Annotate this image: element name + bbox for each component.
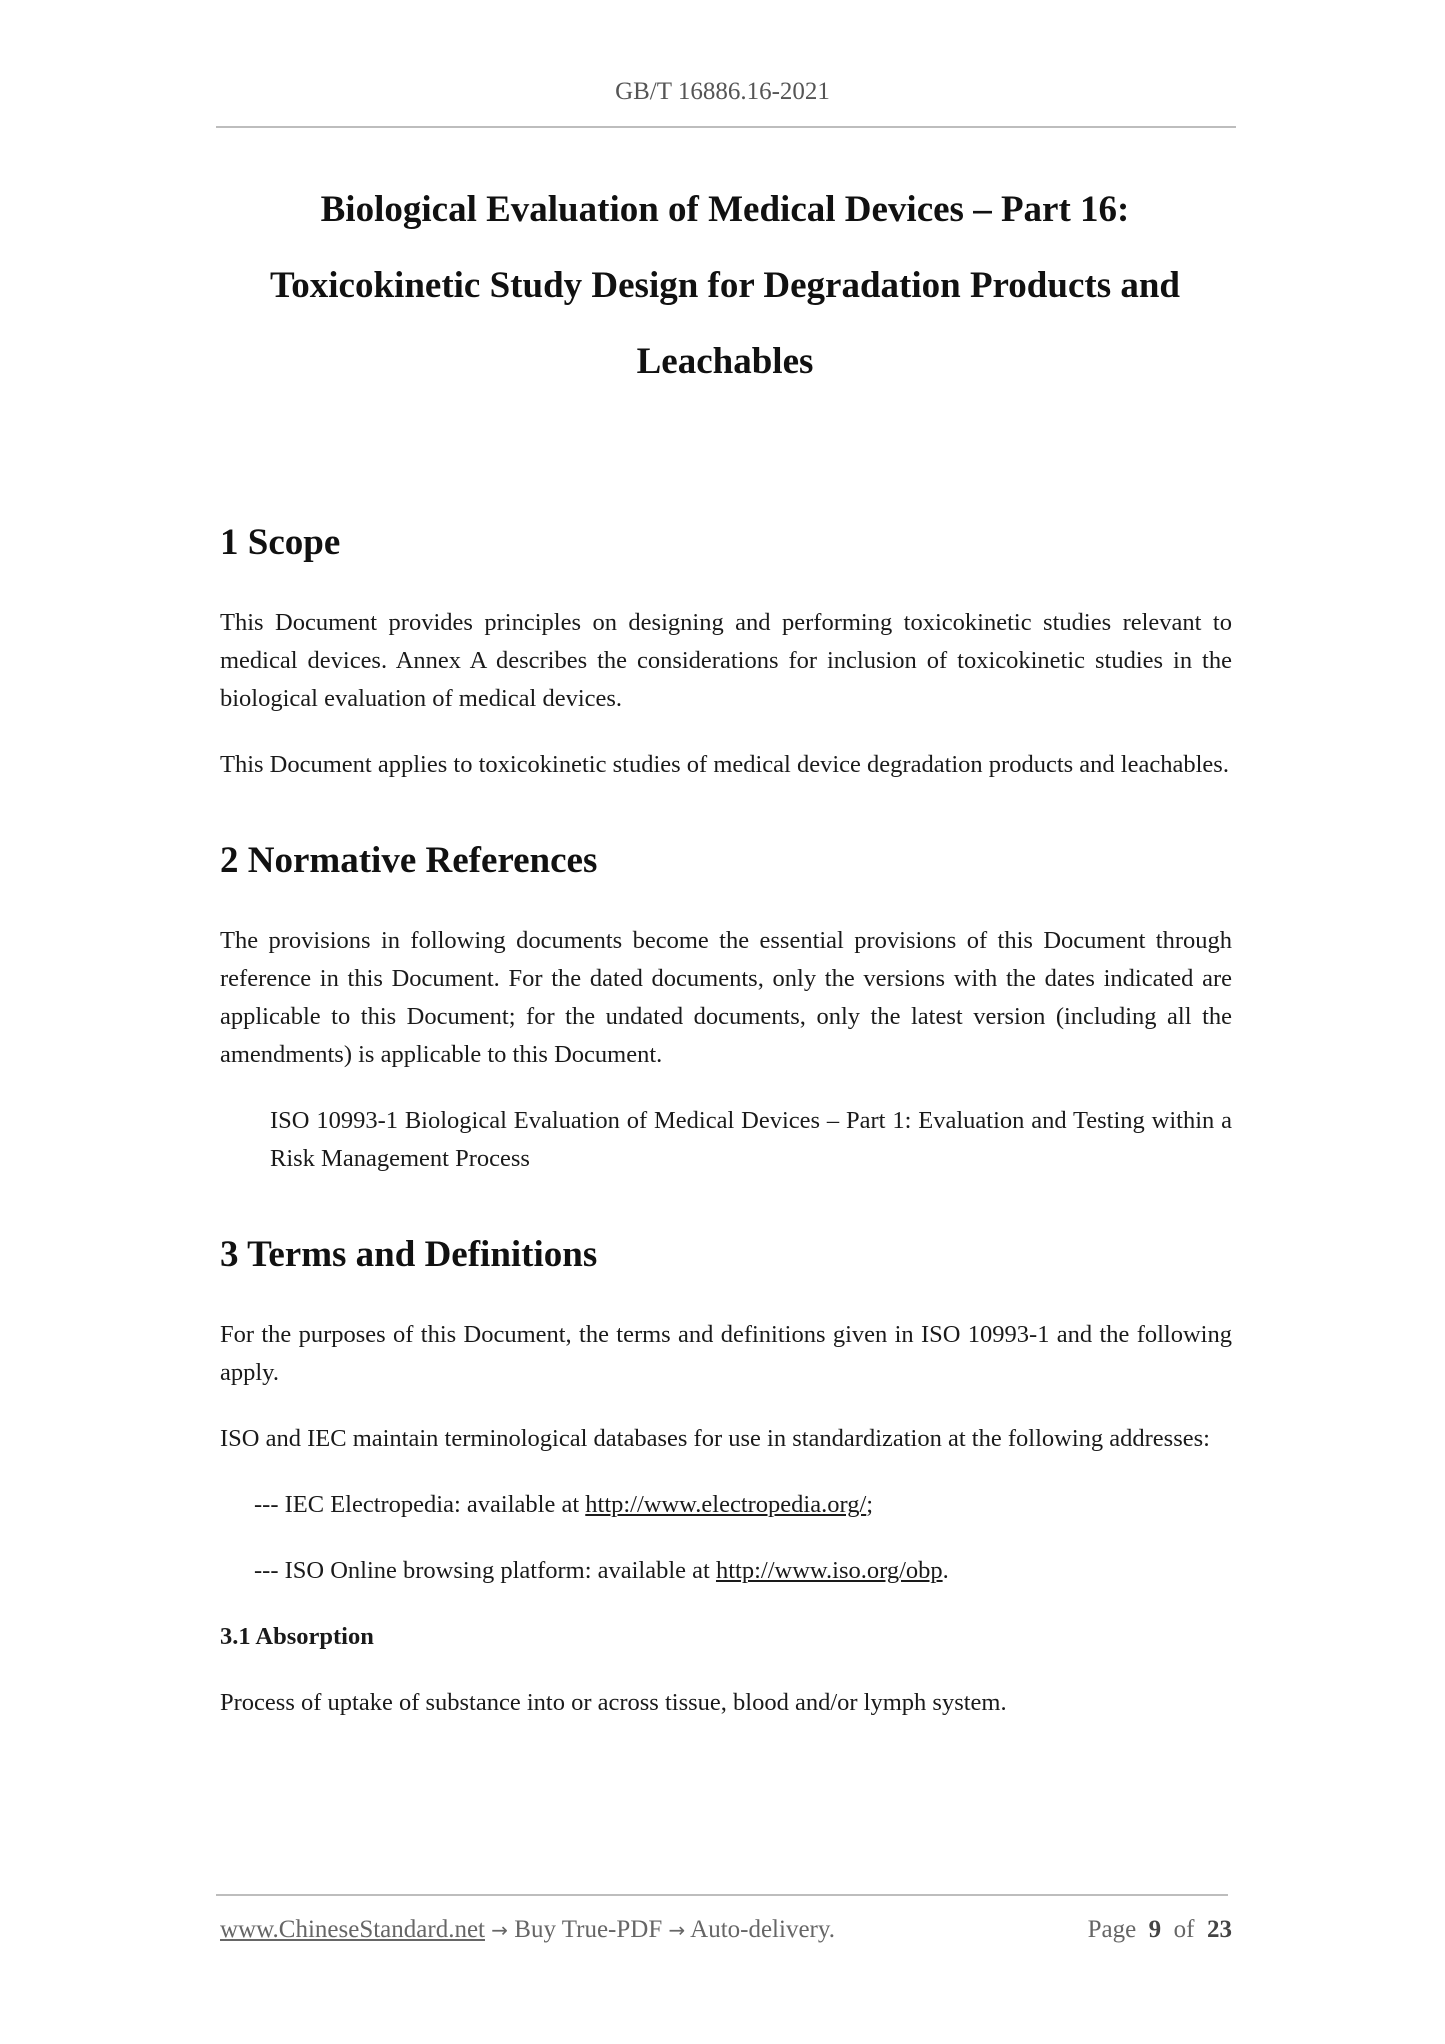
page-label: Page bbox=[1087, 1916, 1137, 1943]
bullet-suffix: ; bbox=[866, 1491, 874, 1518]
footer-promo bbox=[220, 1912, 835, 1948]
page-total: 23 bbox=[1207, 1916, 1232, 1943]
title-line-1: Biological Evaluation of Medical Devices – Part 16: bbox=[320, 189, 1130, 230]
document-title bbox=[220, 172, 1230, 400]
scope-paragraph-2: This Document applies to toxicokinetic studies of medical device degradation products and leachables. bbox=[220, 751, 1229, 778]
page-number: 9 bbox=[1148, 1916, 1162, 1943]
terms-bullet-electropedia bbox=[254, 1486, 1232, 1524]
header-divider bbox=[216, 126, 1236, 128]
footer-buy-text: Buy True-PDF bbox=[514, 1916, 663, 1943]
terms-bullet-iso-obp bbox=[254, 1552, 1232, 1590]
subsection-heading-absorption: 3.1 Absorption bbox=[220, 1623, 374, 1650]
bullet-suffix: . bbox=[942, 1557, 949, 1584]
arrow-right-icon: → bbox=[668, 1918, 686, 1942]
scope-paragraph-1: This Document provides principles on designing and performing toxicokinetic studies relevant to medical devices. Annex A describes the considerations for inclusion of toxicokinetic studies in the biological evaluation of medical devices. bbox=[220, 609, 1232, 712]
section-heading-scope: 1 Scope bbox=[220, 522, 341, 563]
of-label: of bbox=[1173, 1916, 1195, 1943]
terms-paragraph-2: ISO and IEC maintain terminological databases for use in standardization at the following addresses: bbox=[220, 1425, 1210, 1452]
normative-reference-item: ISO 10993-1 Biological Evaluation of Medical Devices – Part 1: Evaluation and Testing within a Risk Management Process bbox=[270, 1107, 1232, 1172]
normative-paragraph-1: The provisions in following documents become the essential provisions of this Document through reference in this Document. For the dated documents, only the versions with the dates indicated are applicable to this Document; for the undated documents, only the latest version (including all the amendments) is applicable to this Document. bbox=[220, 927, 1232, 1068]
document-body bbox=[220, 520, 1232, 1750]
bullet-text: --- ISO Online browsing platform: available at bbox=[254, 1557, 716, 1584]
absorption-definition: Process of uptake of substance into or across tissue, blood and/or lymph system. bbox=[220, 1689, 1007, 1716]
iso-obp-link[interactable]: http://www.iso.org/obp bbox=[715, 1557, 943, 1584]
footer-delivery-text: Auto-delivery. bbox=[690, 1916, 836, 1943]
bullet-text: --- IEC Electropedia: available at bbox=[254, 1491, 586, 1518]
header-standard-code: GB/T 16886.16-2021 bbox=[615, 78, 830, 105]
title-line-3: Leachables bbox=[636, 341, 814, 382]
page-indicator bbox=[1088, 1912, 1232, 1948]
title-line-2: Toxicokinetic Study Design for Degradation Products and bbox=[269, 265, 1181, 306]
footer-site-link[interactable]: www.ChineseStandard.net bbox=[220, 1916, 485, 1943]
arrow-right-icon: → bbox=[491, 1918, 509, 1942]
footer-divider bbox=[216, 1894, 1228, 1896]
section-heading-terms-definitions: 3 Terms and Definitions bbox=[220, 1234, 598, 1275]
section-heading-normative-references: 2 Normative References bbox=[220, 840, 598, 881]
electropedia-link[interactable]: http://www.electropedia.org/ bbox=[585, 1491, 867, 1518]
terms-paragraph-1: For the purposes of this Document, the terms and definitions given in ISO 10993-1 and the following apply. bbox=[220, 1321, 1232, 1386]
